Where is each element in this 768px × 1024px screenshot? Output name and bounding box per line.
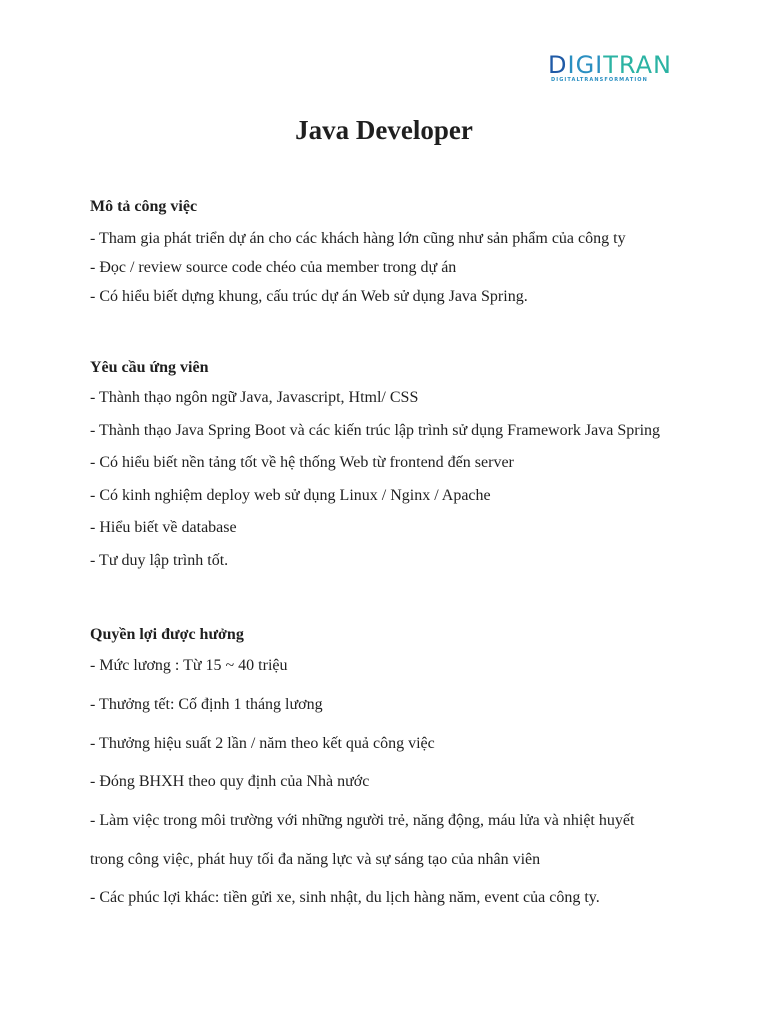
logo-part-2: IGI (567, 51, 604, 79)
benefit-item-continuation: trong công việc, phát huy tối đa năng lực và sự sáng tạo của nhân viên (90, 851, 541, 868)
requirement-item: - Có hiểu biết nền tảng tốt về hệ thống Web từ frontend đến server (90, 454, 514, 471)
requirement-item: - Hiểu biết về database (90, 519, 237, 536)
logo-tagline: DIGITALTRANSFORMATION (551, 77, 648, 83)
requirement-item: - Tư duy lập trình tốt. (90, 552, 229, 569)
logo-part-1: D (548, 51, 568, 79)
benefit-item: - Thưởng tết: Cố định 1 tháng lương (90, 696, 323, 713)
description-item: - Tham gia phát triển dự án cho các khách hàng lớn cũng như sản phẩm của công ty (90, 230, 626, 247)
description-item: - Có hiểu biết dựng khung, cấu trúc dự án Web sử dụng Java Spring. (90, 288, 528, 305)
logo-part-3: TRAN (603, 51, 672, 79)
requirement-item: - Thành thạo ngôn ngữ Java, Javascript, Html/ CSS (90, 389, 419, 406)
section-heading-description: Mô tả công việc (90, 198, 198, 215)
benefit-item: - Mức lương : Từ 15 ~ 40 triệu (90, 657, 288, 674)
page-title: Java Developer (295, 115, 473, 145)
section-heading-benefits: Quyền lợi được hưởng (90, 626, 244, 643)
benefit-item: - Làm việc trong môi trường với những người trẻ, năng động, máu lửa và nhiệt huyết (90, 812, 635, 829)
company-logo (548, 52, 672, 86)
requirement-item: - Thành thạo Java Spring Boot và các kiến trúc lập trình sử dụng Framework Java Spring (90, 422, 661, 439)
description-item: - Đọc / review source code chéo của member trong dự án (90, 259, 457, 276)
benefit-item: - Các phúc lợi khác: tiền gửi xe, sinh nhật, du lịch hàng năm, event của công ty. (90, 889, 600, 906)
section-heading-requirements: Yêu cầu ứng viên (90, 359, 209, 376)
benefit-item: - Đóng BHXH theo quy định của Nhà nước (90, 773, 370, 790)
requirement-item: - Có kinh nghiệm deploy web sử dụng Linux / Nginx / Apache (90, 487, 491, 504)
logo-wordmark (548, 52, 672, 78)
benefit-item: - Thưởng hiệu suất 2 lần / năm theo kết quả công việc (90, 735, 435, 752)
